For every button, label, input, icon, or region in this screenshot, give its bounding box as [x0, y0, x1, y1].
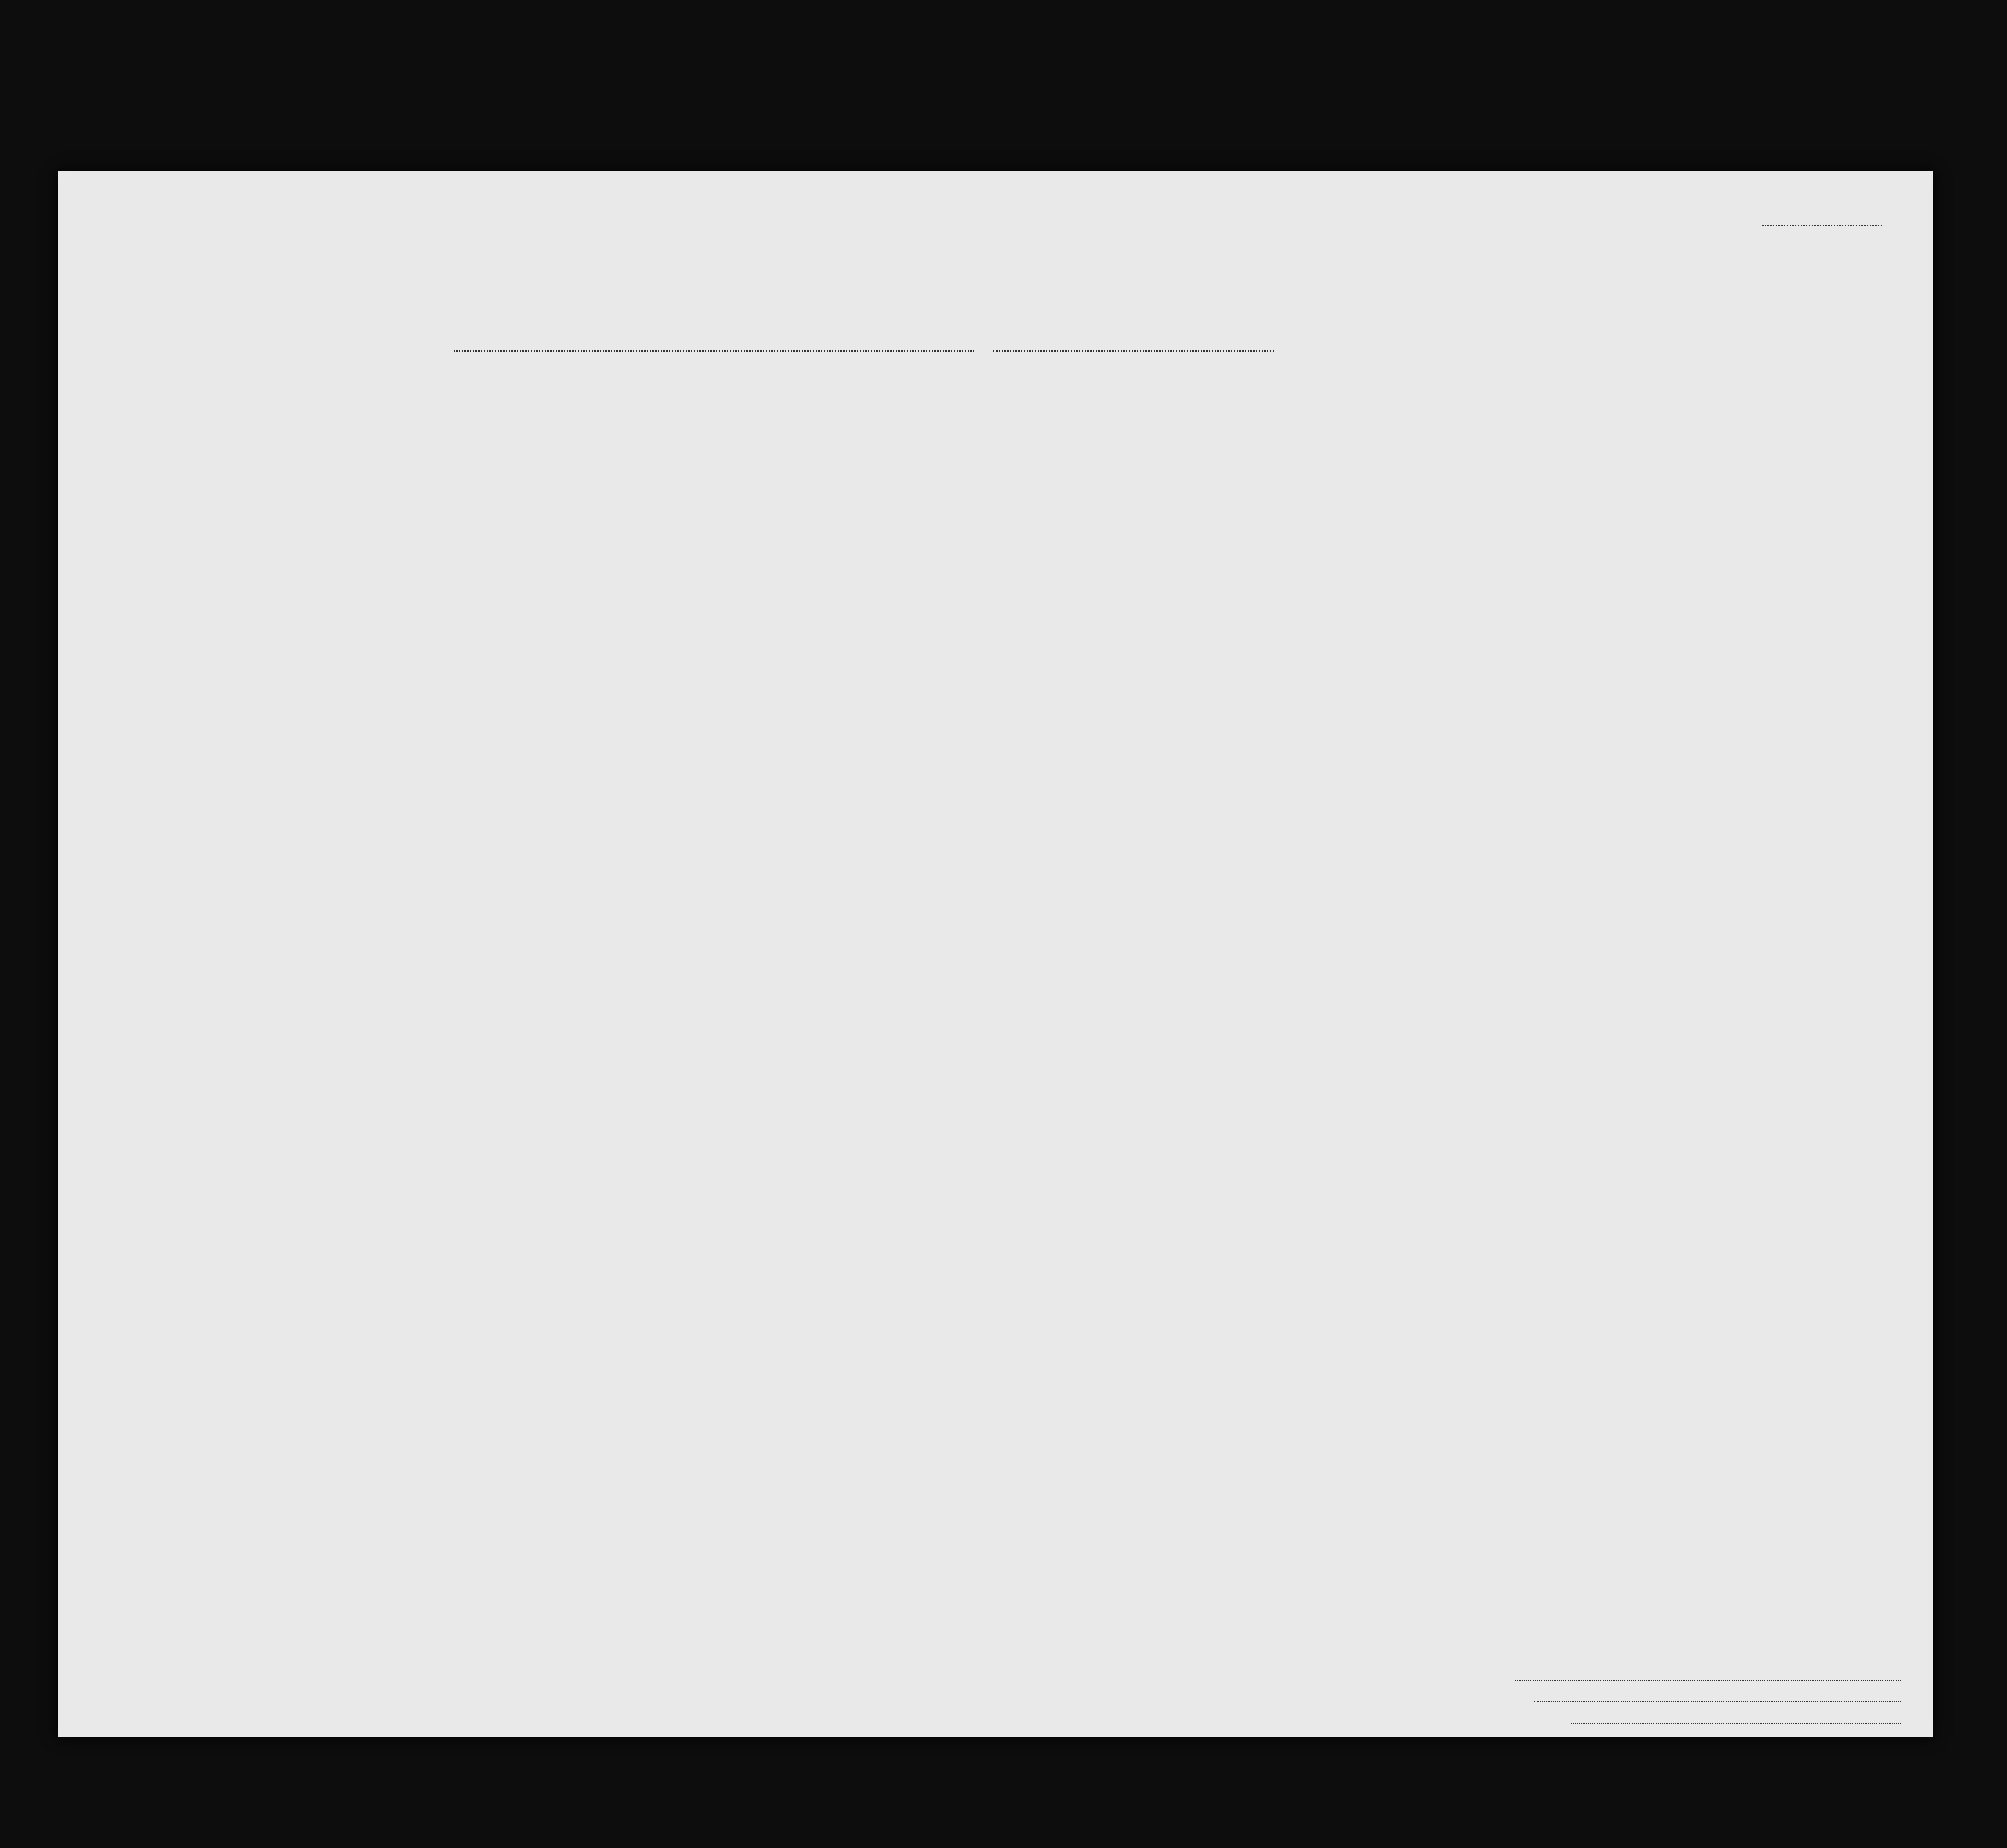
- date-line: [993, 350, 1274, 352]
- owners-field: [1534, 1701, 1901, 1702]
- port-line: [454, 350, 974, 352]
- list-line: [1762, 225, 1882, 226]
- local-agents-field: [1571, 1723, 1901, 1724]
- line-field: [1514, 1680, 1901, 1681]
- manifest-page: [58, 171, 1933, 1737]
